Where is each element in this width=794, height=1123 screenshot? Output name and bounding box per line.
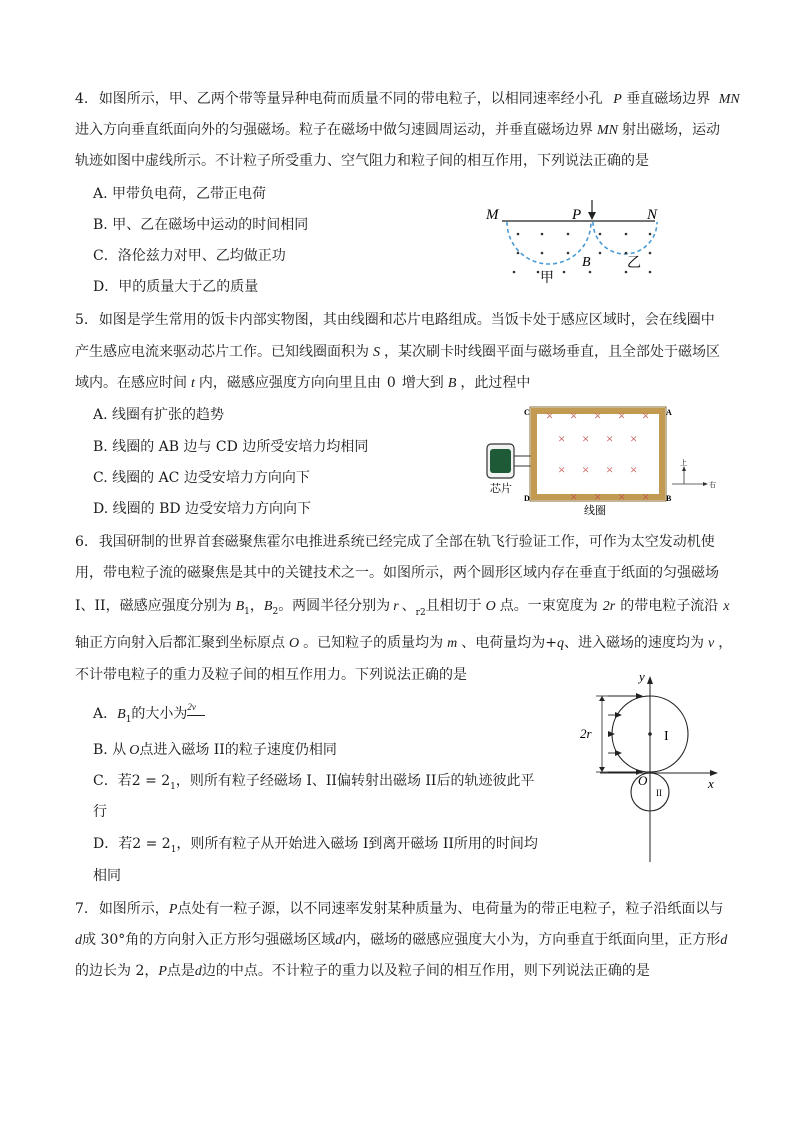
q5-line-2 [75, 342, 720, 363]
label-region-i: I [664, 729, 669, 744]
label-c: C [524, 408, 530, 417]
q4-text: 进入方向垂直纸面向外的匀强磁场。粒子在磁场中做匀速圆周运动，并垂直磁场边界 [75, 122, 593, 138]
subscript: 1 [170, 844, 177, 855]
q4-option-b: B. 甲、乙在磁场中运动的时间相同 [93, 217, 309, 233]
q6-var-b1: B [235, 599, 245, 614]
q7-number: 7. [75, 901, 89, 917]
option-label: C．若 [93, 773, 132, 789]
q7-text: 点处有一粒子源，以不同速率发射某种质量为、电荷量为的带正电粒子，粒子沿纸面以与 [177, 901, 724, 917]
svg-text:×: × [618, 489, 626, 504]
q6-text: ， [718, 635, 733, 651]
trajectory-yi [593, 222, 657, 254]
q6-var-v: v [707, 636, 715, 651]
q4-var-mn: MN [597, 123, 618, 138]
bracket-arrow-icon [599, 767, 605, 772]
svg-text:×: × [606, 431, 614, 446]
q6-option-c-cont: 行 [93, 804, 107, 820]
fraction-bar [187, 715, 205, 716]
q4-line-2 [75, 120, 720, 141]
q6-var-r: r [393, 599, 399, 614]
svg-text:×: × [618, 408, 626, 423]
label-right: 右 [709, 481, 716, 489]
svg-text:×: × [594, 489, 602, 504]
bracket-arrow-icon [599, 696, 605, 701]
q4-number: 4. [75, 91, 89, 107]
q4-text: 射出磁场，运动 [622, 122, 720, 138]
svg-text:×: × [582, 462, 590, 477]
q7-text: 成 30°角的方向射入正方形匀强磁场区域 [82, 932, 336, 948]
q4-text: 如图所示，甲、乙两个带等量异种电荷而质量不同的带电粒子，以相同速率经小孔 [98, 91, 603, 107]
q6-text: 且相切于 [425, 598, 482, 614]
coil-rect [534, 411, 662, 497]
chip-icon [490, 449, 511, 473]
trajectory-jia [507, 222, 591, 264]
label-o: O [638, 773, 648, 788]
q6-var-o: O [289, 636, 300, 651]
label-2r: 2r [580, 726, 592, 741]
option-label: B. 从 [93, 742, 127, 758]
svg-text:×: × [570, 489, 578, 504]
subscript: 1 [170, 781, 176, 792]
subscript: 1 [125, 714, 132, 725]
q6-option-d-cont: 相同 [93, 868, 121, 884]
q7-line-2 [75, 930, 727, 951]
q5-text: ，某次刷卡时线圈平面与磁场垂直，且全部处于磁场区 [384, 344, 720, 360]
q6-line-3 [75, 596, 729, 618]
q4-var-mn: MN [718, 92, 740, 107]
q5-text: 内，磁感应强度方向向里且由 [198, 375, 381, 391]
q7-text: 的边长为 2， [75, 963, 159, 979]
q6-text: 的带电粒子流沿 [620, 598, 719, 614]
q6-text: I、II，磁感应强度分别为 [75, 598, 232, 614]
q6-text: 的大小为 [131, 706, 188, 722]
label-x: x [708, 776, 714, 791]
fraction [187, 702, 205, 721]
q7-var-d: d [335, 933, 343, 948]
arrow-right-icon [703, 482, 708, 486]
q5-number: 5. [75, 312, 89, 328]
label-y: y [639, 669, 645, 684]
q4-option-c: C．洛伦兹力对甲、乙均做正功 [93, 248, 286, 264]
q6-line-1 [75, 532, 715, 552]
q5-text: 增大到 [401, 375, 444, 391]
label-chip: 芯片 [490, 483, 512, 495]
q6-var-o: O [129, 743, 140, 758]
q6-text: 、 [401, 598, 416, 614]
q7-text: 边的中点。不计粒子的重力以及粒子间的相互作用，则下列说法正确的是 [201, 963, 650, 979]
q6-text: 。已知粒子的质量均为 [303, 635, 444, 651]
svg-text:×: × [630, 431, 638, 446]
q6-line-4 [75, 633, 732, 654]
label-d: D [524, 494, 530, 503]
svg-text:×: × [642, 408, 650, 423]
option-label: D．若 [93, 836, 133, 852]
q5-line-1 [75, 310, 715, 330]
q5-text: 如图是学生常用的饭卡内部实物图，其由线圈和芯片电路组成。当饭卡处于感应区域时，会在线圈中 [98, 312, 715, 328]
q5-option-d: D. 线圈的 BD 边受安培力方向向下 [93, 501, 312, 517]
q6-text: 轴正方向射入后都汇聚到坐标原点 [75, 635, 285, 651]
q6-fraction-r2: r2 [415, 608, 426, 618]
q6-var-b2: B [263, 599, 273, 614]
q6-text: ， [249, 598, 264, 614]
q6-text: 2 = 2 [131, 773, 171, 789]
label-yi: 乙 [627, 256, 641, 271]
svg-text:×: × [558, 431, 566, 446]
q6-text: 、进入磁场的速度均为 [563, 635, 704, 651]
label-n: N [647, 207, 658, 223]
q6-var-b1: B [117, 707, 126, 722]
q7-line-3 [75, 961, 650, 982]
q6-option-a [93, 704, 205, 725]
q7-var-d: d [194, 964, 202, 979]
q6-text: 、电荷量均为+ [461, 635, 557, 651]
svg-text:×: × [546, 408, 554, 423]
q6-var-2r: 2r [602, 599, 616, 614]
q7-text: 内，磁场的磁感应强度大小为，方向垂直于纸面向里，正方形 [342, 932, 721, 948]
q5-var-t: t [191, 376, 195, 391]
q6-text: 2 = 2 [132, 836, 171, 852]
q5-option-b: B. 线圈的 AB 边与 CD 边所受安培力均相同 [93, 439, 369, 455]
q4-line-3: 轨迹如图中虚线所示。不计粒子所受重力、空气阻力和粒子间的相互作用，下列说法正确的是 [75, 153, 649, 169]
label-region-ii: II [656, 788, 662, 798]
svg-text:×: × [594, 408, 602, 423]
q5-line-3 [75, 373, 530, 394]
q6-text: 。两圆半径分别为 [278, 598, 391, 614]
label-jia: 甲 [540, 271, 554, 286]
q6-var-q: q [556, 636, 564, 651]
q5-value-zero: 0 [386, 375, 396, 391]
q4-figure [480, 196, 680, 290]
q7-text: 点是 [166, 963, 195, 979]
arrow-head-icon [588, 212, 596, 220]
q6-option-c [93, 771, 534, 791]
q6-var-o: O [485, 599, 496, 614]
q4-option-a: A. 甲带负电荷，乙带正电荷 [93, 186, 267, 202]
y-arrow-icon [647, 676, 653, 684]
subscript: 1 [244, 606, 250, 617]
q6-option-b [93, 740, 337, 761]
svg-text:×: × [558, 462, 566, 477]
q7-var-p: P [158, 964, 167, 979]
q4-var-p: P [613, 92, 622, 107]
subscript: 2 [272, 606, 279, 617]
q6-figure [570, 670, 730, 866]
q6-text: 我国研制的世界首套磁聚焦霍尔电推进系统已经完成了全部在轨飞行验证工作，可作为太空发动机使 [98, 534, 715, 550]
q6-var-x: x [723, 599, 730, 614]
q6-text: ，则所有粒子从开始进入磁场 I到离开磁场 II所用的时间均 [176, 836, 538, 852]
svg-text:×: × [606, 462, 614, 477]
q5-var-b: B [447, 376, 457, 391]
center-dot [648, 732, 652, 736]
q5-text: 域内。在感应时间 [75, 375, 187, 391]
q5-text: 产生感应电流来驱动芯片工作。已知线圈面积为 [75, 344, 369, 360]
q7-text: 如图所示， [98, 901, 169, 917]
q7-var-d: d [75, 933, 82, 948]
q4-line-1 [75, 89, 740, 110]
q6-line-5: 不计带电粒子的重力及粒子间的相互作用力。下列说法正确的是 [75, 667, 467, 683]
q6-text: ，则所有粒子经磁场 I、II偏转射出磁场 II后的轨迹彼此平 [175, 773, 535, 789]
option-label: A． [93, 706, 118, 722]
q5-text: ，此过程中 [460, 375, 531, 391]
q7-line-1 [75, 899, 723, 920]
label-m: M [486, 207, 499, 223]
q5-figure [484, 404, 724, 516]
label-a: A [666, 408, 672, 417]
label-b: B [666, 494, 672, 503]
label-coil: 线圈 [584, 505, 606, 517]
svg-text:×: × [630, 462, 638, 477]
label-up: 上 [680, 459, 687, 467]
fraction-numerator: 2v [187, 702, 196, 712]
q5-option-c: C. 线圈的 AC 边受安培力方向向下 [93, 470, 310, 486]
q6-text: 点。一束宽度为 [499, 598, 598, 614]
q6-number: 6. [75, 534, 89, 550]
label-b: B [582, 255, 591, 270]
q4-option-d: D．甲的质量大于乙的质量 [93, 279, 259, 295]
q7-var-d: d [720, 933, 728, 948]
q7-var-p: P [168, 902, 178, 917]
q6-line-2: 用，带电粒子流的磁聚焦是其中的关键技术之一。如图所示，两个圆形区域内存在垂直于纸面的匀强磁场 [75, 565, 719, 581]
label-p: P [572, 207, 582, 223]
q5-var-s: S [373, 345, 380, 360]
svg-text:×: × [570, 408, 578, 423]
q6-var-m: m [447, 636, 458, 651]
q6-option-d [93, 834, 538, 854]
svg-text:×: × [582, 431, 590, 446]
q6-text: 点进入磁场 II的粒子速度仍相同 [139, 742, 337, 758]
q5-option-a: A. 线圈有扩张的趋势 [93, 407, 225, 423]
q4-text: 垂直磁场边界 [626, 91, 711, 107]
svg-text:×: × [642, 489, 650, 504]
